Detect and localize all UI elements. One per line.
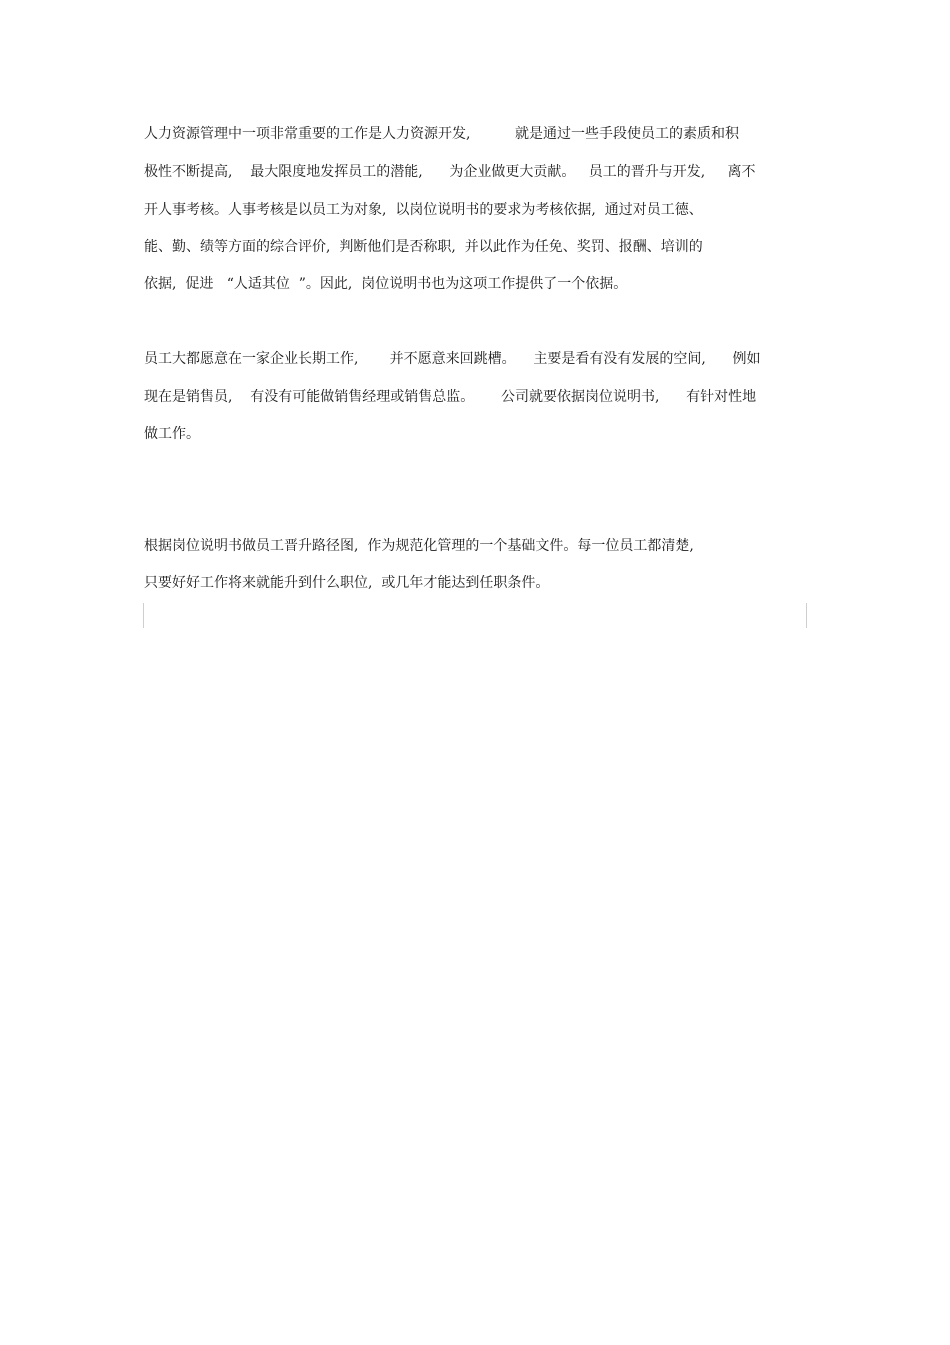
text-line: 只要好好工作将来就能升到什么职位, 或几年才能达到任职条件。 [144,575,550,591]
text-line: 极性不断提高, 最大限度地发挥员工的潜能, 为企业做更大贡献。 员工的晋升与开发, 离不 [144,164,756,180]
text-line: 员工大都愿意在一家企业长期工作, 并不愿意来回跳槽。 主要是看有没有发展的空间, 例如 [144,351,761,367]
text-line: 现在是销售员, 有没有可能做销售经理或销售总监。 公司就要依据岗位说明书, 有针对性地 [144,389,757,405]
text-line: 根据岗位说明书做员工晋升路径图, 作为规范化管理的一个基础文件。每一位员工都清楚, [144,538,694,554]
text-line: 做工作。 [144,426,200,442]
text-line: 能、勤、绩等方面的综合评价, 判断他们是否称职, 并以此作为任免、奖罚、报酬、培训的 [144,239,703,255]
table-border-right [806,603,807,628]
text-line: 人力资源管理中一项非常重要的工作是人力资源开发, 就是通过一些手段使员工的素质和积 [144,126,739,142]
text-line: 开人事考核。人事考核是以员工为对象, 以岗位说明书的要求为考核依据, 通过对员工德、 [144,202,703,218]
table-border-left [143,603,144,628]
text-line: 依据, 促进 “人适其位 ”。因此, 岗位说明书也为这项工作提供了一个依据。 [144,276,628,292]
